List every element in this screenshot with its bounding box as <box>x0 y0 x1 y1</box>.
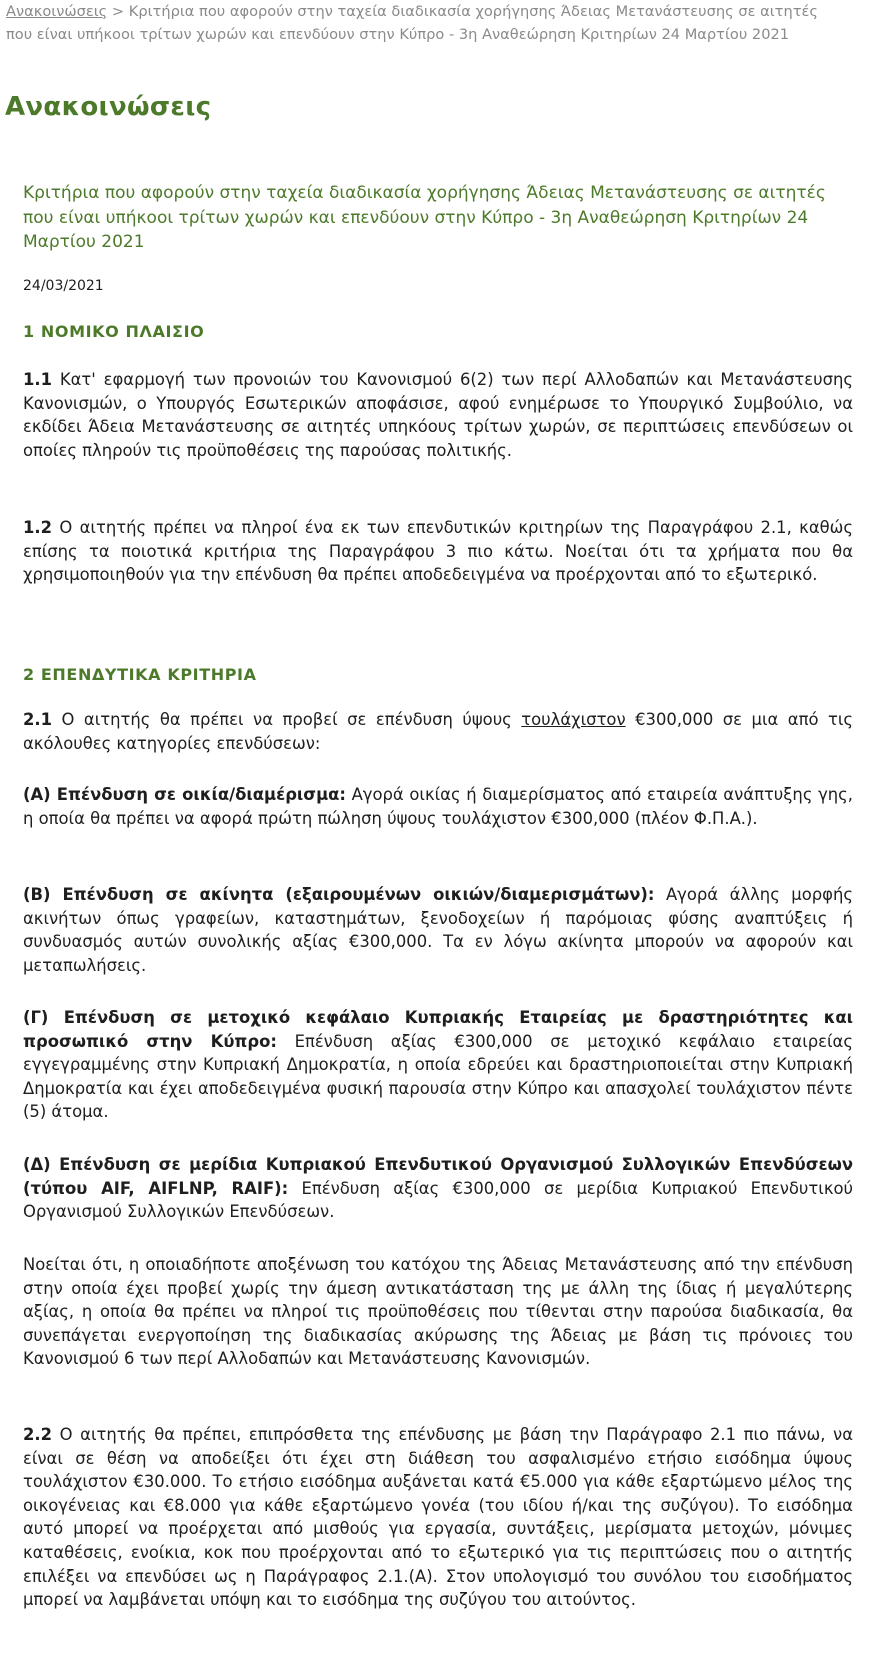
category-lead: (Γ) Επένδυση σε μετοχικό κεφάλαιο Κυπριακής Εταιρείας με δραστηριότητες και προσωπικό στην Κύπρο: <box>23 1008 853 1051</box>
breadcrumb-link-announcements[interactable]: Ανακοινώσεις <box>6 3 108 20</box>
paragraph-text: Ο αιτητής θα πρέπει, επιπρόσθετα της επένδυσης με βάση την Παράγραφο 2.1 πιο πάνω, να είναι σε θέση να αποδείξει ότι έχει στη διάθεση του ασφαλισμένο ετήσιο εισόδημα ύψους τουλάχιστον €30.000. Το ετήσιο εισόδημα αυξάνεται κατά €5.000 για κάθε εξαρτώμενο μέλος της οικογένειας και €8.000 για κάθε εξαρτώμενο γονέα (του ιδίου ή/και της συζύγου). Το εισόδημα αυτό μπορεί να προέρχεται από μισθούς για εργασία, συντάξεις, μερίσματα μετοχών, μόνιμες καταθέσεις, ενοίκια, κοκ που προέρχονται από το εξωτερικό για τις περιπτώσεις που ο αιτητής επιλέξει να επενδύσει ως η Παράγραφος 2.1.(Α). Στον υπολογισμό του συνόλου του εισοδήματος μπορεί να λαμβάνεται υπόψη και το εισόδημα της συζύγου του αιτούντος. <box>23 1425 853 1610</box>
paragraph-number: 1.1 <box>23 370 53 389</box>
category-text: Επένδυση αξίας €300,000 σε μετοχικό κεφάλαιο εταιρείας εγγεγραμμένης στην Κυπριακή Δημοκρατία, η οποία εδρεύει και δραστηριοποιείται στην Κυπριακή Δημοκρατία και έχει αποδεδειγμένα φυσική παρουσία στην Κύπρο και απασχολεί τουλάχιστον πέντε (5) άτομα. <box>23 1031 853 1122</box>
category-lead: (Δ) Επένδυση σε μερίδια Κυπριακού Επενδυτικού Οργανισμού Συλλογικών Επενδύσεων (τύπου AIF, AIFLNP, RAIF): <box>23 1155 853 1198</box>
paragraph-number: 1.2 <box>23 518 53 537</box>
article-date: 24/03/2021 <box>23 278 104 294</box>
page-title: Ανακοινώσεις <box>5 92 212 122</box>
paragraph-2-1 <box>23 708 853 755</box>
paragraph-2-2 <box>23 1423 853 1612</box>
paragraph-text: Ο αιτητής πρέπει να πληροί ένα εκ των επενδυτικών κριτηρίων της Παραγράφου 2.1, καθώς επίσης τα ποιοτικά κριτήρια της Παραγράφου 3 πιο κάτω. Νοείται ότι τα χρήματα που θα χρησιμοποιηθούν για την επένδυση θα πρέπει αποδεδειγμένα να προέρχονται από το εξωτερικό. <box>23 518 853 585</box>
investment-note: Νοείται ότι, η οποιαδήποτε αποξένωση του κατόχου της Άδειας Μετανάστευσης από την επένδυση στην οποία έχει προβεί χωρίς την άμεση αντικατάσταση της με άλλη της ίδιας ή μεγαλύτερης αξίας, η οποία θα πρέπει να πληροί τις προϋποθέσεις που τίθενται στην παρούσα διαδικασία, θα συνεπάγεται ενεργοποίηση της διαδικασίας ακύρωσης της Άδειας με βάση τις πρόνοιες του Κανονισμού 6 των περί Αλλοδαπών και Μετανάστευσης Κανονισμών. <box>23 1255 853 1369</box>
article-title: Κριτήρια που αφορούν στην ταχεία διαδικασία χορήγησης Άδειας Μετανάστευσης σε αιτητές που είναι υπήκοοι τρίτων χωρών και επενδύουν στην Κύπρο - 3η Αναθεώρηση Κριτηρίων 24 Μαρτίου 2021 <box>23 183 826 253</box>
underlined-text: τουλάχιστον <box>521 710 626 729</box>
paragraph-1-1 <box>23 368 853 462</box>
category-text: Αγορά άλλης μορφής ακινήτων όπως γραφείων, καταστημάτων, ξενοδοχείων ή παρόμοιας φύσης αναπτύξεις ή συνδυασμός αυτών συνολικής αξίας €300,000. Τα εν λόγω ακίνητα μπορούν να αφορούν και μεταπωλήσεις. <box>23 885 853 975</box>
category-c <box>23 1006 853 1124</box>
category-text: Επένδυση αξίας €300,000 σε μερίδια Κυπριακού Επενδυτικού Οργανισμού Συλλογικών Επενδύσεων. <box>23 1178 853 1222</box>
category-text: Αγορά οικίας ή διαμερίσματος από εταιρεία ανάπτυξης γης, η οποία θα πρέπει να αφορά πρώτη πώληση ύψους τουλάχιστον €300,000 (πλέον Φ.Π.Α.). <box>23 785 853 828</box>
category-lead: (Β) Επένδυση σε ακίνητα (εξαιρουμένων οικιών/διαμερισμάτων): <box>23 885 655 904</box>
breadcrumb-current: Κριτήρια που αφορούν στην ταχεία διαδικασία χορήγησης Άδειας Μετανάστευσης σε αιτητές που είναι υπήκοοι τρίτων χωρών και επενδύουν στην Κύπρο - 3η Αναθεώρηση Κριτηρίων 24 Μαρτίου 2021 <box>6 3 818 43</box>
section-heading-investment-criteria: 2 ΕΠΕΝΔΥΤΙΚΑ ΚΡΙΤΗΡΙΑ <box>23 665 257 684</box>
paragraph-text: Κατ' εφαρμογή των προνοιών του Κανονισμού 6(2) των περί Αλλοδαπών και Μετανάστευσης Κανονισμών, ο Υπουργός Εσωτερικών αποφάσισε, αφού ενημέρωσε το Υπουργικό Συμβούλιο, να εκδίδει Άδεια Μετανάστευσης σε αιτητές υπηκόους τρίτων χωρών, σε περιπτώσεις επενδύσεων οι οποίες πληρούν τις προϋποθέσεις της παρούσας πολιτικής. <box>23 370 853 460</box>
paragraph-number: 2.2 <box>23 1425 53 1444</box>
category-lead: (Α) Επένδυση σε οικία/διαμέρισμα: <box>23 785 346 804</box>
paragraph-text: Ο αιτητής θα πρέπει να προβεί σε επένδυση ύψους <box>52 710 522 729</box>
category-a <box>23 783 853 830</box>
category-b <box>23 883 853 977</box>
paragraph-text: €300,000 σε μια από τις ακόλουθες κατηγορίες επενδύσεων: <box>23 710 853 753</box>
breadcrumb <box>6 0 836 46</box>
paragraph-1-2 <box>23 516 853 587</box>
section-heading-legal-framework: 1 ΝΟΜΙΚΟ ΠΛΑΙΣΙΟ <box>23 322 205 341</box>
breadcrumb-separator: > <box>107 3 129 20</box>
category-d <box>23 1153 853 1224</box>
paragraph-number: 2.1 <box>23 710 53 729</box>
